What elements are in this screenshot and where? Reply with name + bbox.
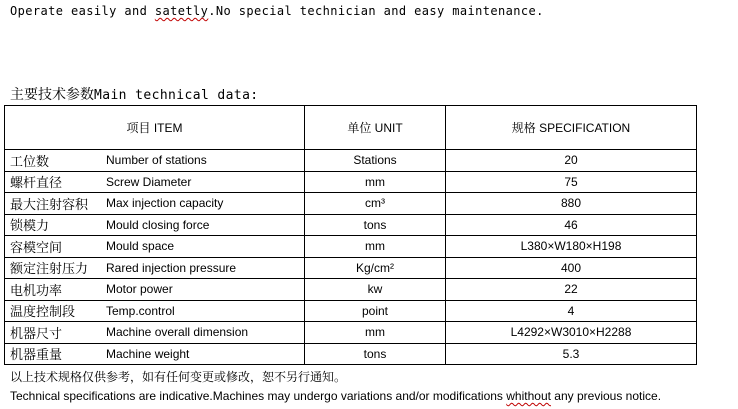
table-row	[5, 257, 697, 279]
item-name-english: Max injection capacity	[106, 196, 224, 211]
unit-cell: Stations	[305, 150, 446, 172]
item-name-chinese: 温度控制段	[10, 305, 76, 321]
item-cell	[5, 214, 305, 236]
spec-cell: 4	[446, 300, 697, 322]
item-name-chinese: 螺杆直径	[10, 176, 63, 192]
item-name-chinese: 最大注射容积	[10, 197, 89, 213]
item-name-english: Screw Diameter	[106, 174, 192, 189]
unit-cell: kw	[305, 279, 446, 301]
spec-cell: 75	[446, 171, 697, 193]
spec-cell: L4292×W3010×H2288	[446, 322, 697, 344]
item-cell-content	[5, 323, 304, 342]
item-name-english: Temp.control	[106, 303, 175, 318]
item-cell	[5, 343, 305, 365]
note-chinese: 以上技术规格仅供参考，如有任何变更或修改，恕不另行通知。	[10, 370, 347, 384]
item-cell	[5, 150, 305, 172]
note-en-part-1: Technical specifications are indicative.Machines may undergo variations and/or modifications	[10, 389, 507, 403]
header-unit: 单位 UNIT	[305, 106, 446, 150]
item-cell-content	[5, 215, 304, 234]
item-cell	[5, 236, 305, 258]
table-row	[5, 343, 697, 365]
item-name-chinese: 电机功率	[10, 283, 63, 299]
item-cell-content	[5, 258, 304, 277]
item-name-chinese: 机器尺寸	[10, 326, 63, 342]
section-heading	[10, 84, 259, 104]
item-cell-content	[5, 194, 304, 213]
unit-cell: mm	[305, 236, 446, 258]
technical-data-table	[4, 105, 697, 365]
item-cell-content	[5, 151, 304, 170]
item-cell-content	[5, 344, 304, 363]
item-name-english: Mould closing force	[106, 217, 210, 232]
item-name-english: Machine weight	[106, 346, 190, 361]
item-name-chinese: 容模空间	[10, 240, 63, 256]
intro-part-2: .No special technician and easy maintenance.	[208, 4, 544, 18]
heading-chinese: 主要技术参数	[10, 87, 94, 103]
item-cell	[5, 257, 305, 279]
unit-cell: tons	[305, 214, 446, 236]
item-name-chinese: 机器重量	[10, 348, 63, 364]
item-cell-content	[5, 301, 304, 320]
unit-cell: point	[305, 300, 446, 322]
note-en-misspelled: whithout	[506, 389, 551, 403]
item-name-english: Machine overall dimension	[106, 325, 249, 340]
table-row	[5, 322, 697, 344]
unit-cell: Kg/cm²	[305, 257, 446, 279]
item-name-chinese: 额定注射压力	[10, 262, 89, 278]
spec-cell: L380×W180×H198	[446, 236, 697, 258]
item-cell-content	[5, 172, 304, 191]
header-item: 项目 ITEM	[5, 106, 305, 150]
table-row	[5, 279, 697, 301]
table-row	[5, 171, 697, 193]
item-cell	[5, 171, 305, 193]
unit-cell: cm³	[305, 193, 446, 215]
item-cell-content	[5, 237, 304, 256]
spec-cell: 400	[446, 257, 697, 279]
spec-cell: 46	[446, 214, 697, 236]
note-english	[10, 389, 661, 403]
header-spec: 规格 SPECIFICATION	[446, 106, 697, 150]
table-row	[5, 236, 697, 258]
table-row	[5, 300, 697, 322]
spec-cell: 22	[446, 279, 697, 301]
item-name-chinese: 工位数	[10, 154, 50, 170]
item-cell-content	[5, 280, 304, 299]
item-name-english: Rared injection pressure	[106, 260, 237, 275]
table-row	[5, 150, 697, 172]
item-cell	[5, 193, 305, 215]
spec-cell: 20	[446, 150, 697, 172]
item-name-english: Motor power	[106, 282, 173, 297]
item-name-english: Number of stations	[106, 153, 207, 168]
item-cell	[5, 300, 305, 322]
spec-cell: 880	[446, 193, 697, 215]
table-row	[5, 214, 697, 236]
spec-cell: 5.3	[446, 343, 697, 365]
unit-cell: mm	[305, 322, 446, 344]
note-en-part-2: any previous notice.	[550, 389, 662, 403]
item-name-chinese: 锁模力	[10, 219, 50, 235]
item-cell	[5, 322, 305, 344]
table-row	[5, 193, 697, 215]
item-cell	[5, 279, 305, 301]
unit-cell: tons	[305, 343, 446, 365]
intro-text	[10, 4, 544, 18]
table-body	[5, 150, 697, 365]
intro-part-1: Operate easily and	[10, 4, 155, 18]
intro-misspelled-word: satetly	[154, 4, 209, 18]
heading-english: Main technical data:	[94, 88, 259, 103]
item-name-english: Mould space	[106, 239, 175, 254]
table-header-row	[5, 106, 697, 150]
unit-cell: mm	[305, 171, 446, 193]
